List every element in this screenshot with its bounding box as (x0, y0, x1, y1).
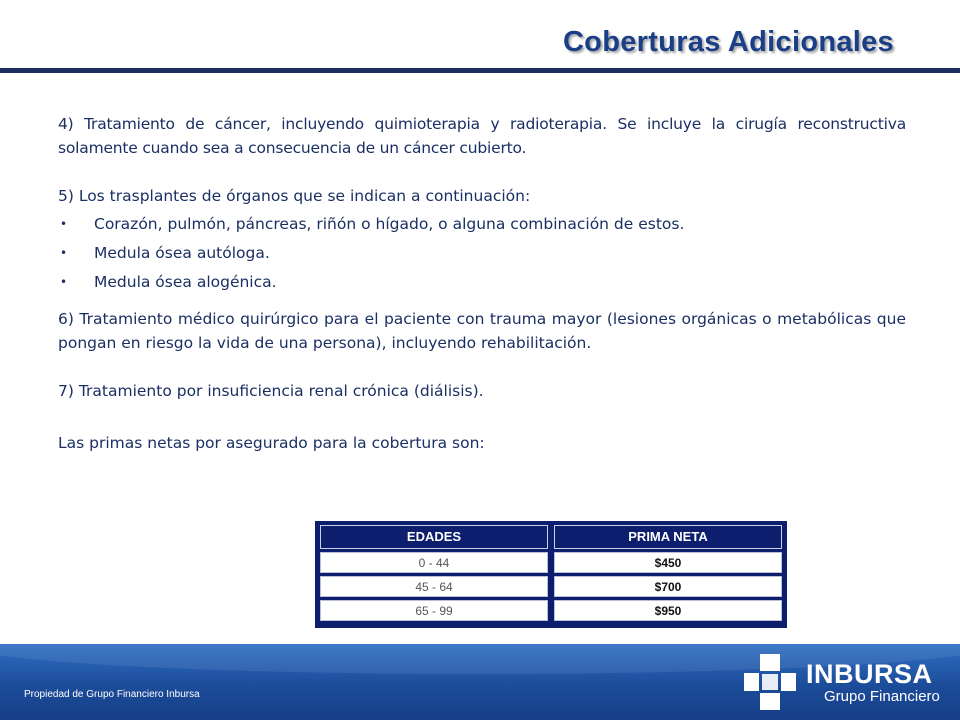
paragraph-item-5-intro: 5) Los trasplantes de órganos que se indican a continuación: (58, 187, 531, 205)
logo-subtitle: Grupo Financiero (824, 688, 940, 705)
bullet-icon: • (60, 275, 68, 289)
inbursa-logo (744, 654, 944, 710)
premium-table (315, 521, 787, 628)
paragraph-item-6: 6) Tratamiento médico quirúrgico para el paciente con trauma mayor (lesiones orgánicas o metabólicas que pongan en riesgo la vida de una persona), incluyendo rehabilitación. (58, 310, 906, 352)
premium-intro: Las primas netas por asegurado para la cobertura son: (58, 434, 485, 452)
inbursa-logo-icon (744, 654, 796, 710)
table-cell-age-range: 65 - 99 (320, 600, 548, 621)
bullet-icon: • (60, 217, 68, 231)
list-item (58, 212, 906, 241)
bullet-icon: • (60, 246, 68, 260)
transplant-list (58, 212, 906, 299)
slide-title: Coberturas Adicionales (562, 26, 894, 58)
table-cell-premium: $450 (554, 552, 782, 573)
title-rule (0, 68, 960, 73)
table-cell-premium: $700 (554, 576, 782, 597)
list-item-text: Corazón, pulmón, páncreas, riñón o hígado, o alguna combinación de estos. (94, 215, 685, 233)
logo-name: INBURSA (806, 659, 933, 689)
table-cell-age-range: 45 - 64 (320, 576, 548, 597)
footer-ownership-note: Propiedad de Grupo Financiero Inbursa (24, 689, 200, 700)
list-item-text: Medula ósea autóloga. (94, 244, 270, 262)
table-cell-premium: $950 (554, 600, 782, 621)
list-item-text: Medula ósea alogénica. (94, 273, 277, 291)
table-cell-age-range: 0 - 44 (320, 552, 548, 573)
list-item (58, 241, 906, 270)
paragraph-item-7: 7) Tratamiento por insuficiencia renal crónica (diálisis). (58, 382, 484, 400)
table-header-premium: PRIMA NETA (554, 525, 782, 549)
table-header-ages: EDADES (320, 525, 548, 549)
list-item (58, 270, 906, 299)
slide-content (58, 112, 906, 455)
paragraph-item-4: 4) Tratamiento de cáncer, incluyendo quimioterapia y radioterapia. Se incluye la cirugía reconstructiva solamente cuando sea a consecuencia de un cáncer cubierto. (58, 115, 906, 157)
